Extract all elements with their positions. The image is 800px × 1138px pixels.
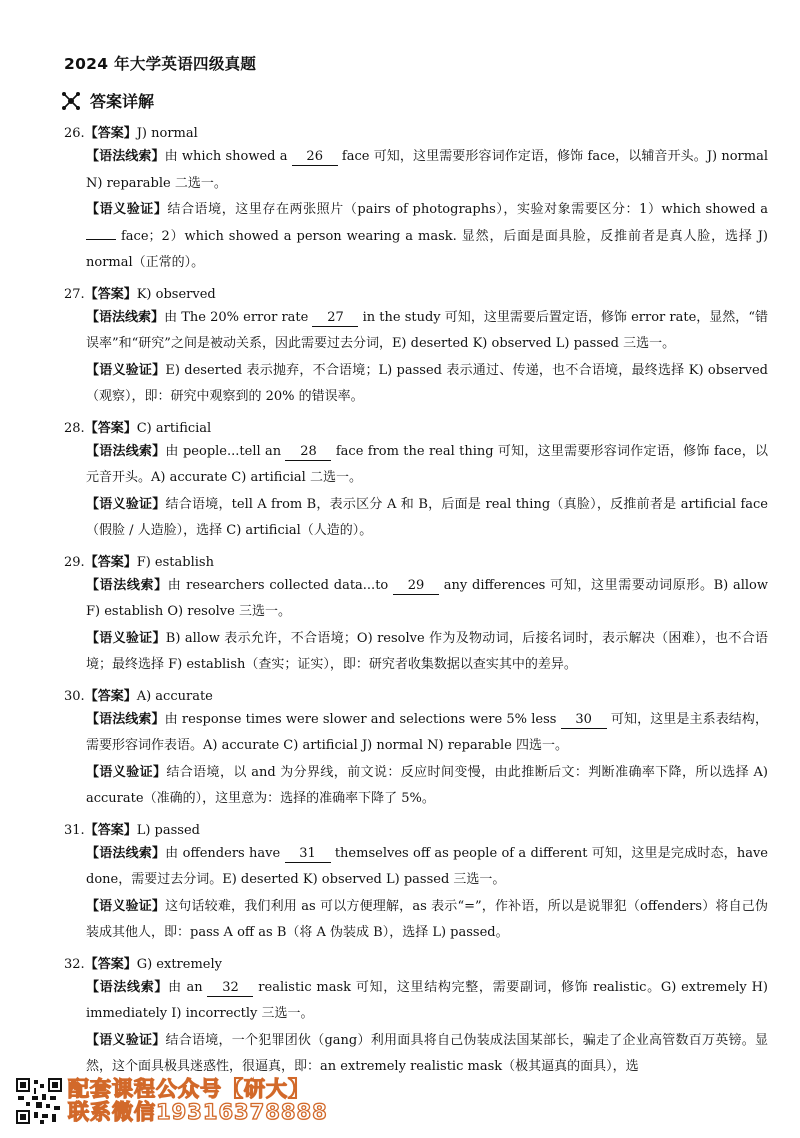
- grammar-clue: [86, 573, 768, 626]
- meaning-tag: 【语义验证】: [86, 1032, 166, 1048]
- meaning-check: [86, 1028, 768, 1081]
- answer-value: L) passed: [136, 822, 200, 838]
- grammar-tag: 【语法线索】: [86, 309, 165, 325]
- grammar-text: 由 which showed a: [164, 149, 292, 164]
- answer-line: [64, 821, 768, 841]
- answer-blank: 27: [312, 310, 358, 327]
- meaning-tag: 【语义验证】: [86, 362, 166, 378]
- answer-value: F) establish: [136, 554, 214, 570]
- document-title: 2024 年大学英语四级真题: [64, 55, 257, 73]
- grammar-clue: [86, 144, 768, 197]
- answer-value: K) observed: [136, 286, 216, 302]
- grammar-tag: 【语法线索】: [86, 979, 169, 995]
- answer-line: [64, 285, 768, 305]
- grammar-text-tail: 可知，这里是主系表结构，需要形容词作表语。A) accurate C) artificial J) normal N) reparable 四选一。: [86, 711, 768, 753]
- answer-blank: 29: [393, 578, 439, 595]
- answer-line: [64, 553, 768, 573]
- meaning-check: [86, 760, 768, 813]
- answer-blank: [86, 239, 116, 240]
- section-title: 答案详解: [90, 92, 155, 111]
- grammar-tag: 【语法线索】: [86, 711, 165, 727]
- answer-value: A) accurate: [136, 688, 213, 704]
- grammar-clue: [86, 707, 768, 760]
- answer-value: G) extremely: [136, 956, 222, 972]
- meaning-text: B) allow 表示允许，不合语境；O) resolve 作为及物动词，后接名词时，表示解决（困难），也不合语境；最终选择 F) establish（查实；证实），即：研究者收集数据以查实其中的差异。: [86, 630, 768, 672]
- question-number: 26.: [64, 126, 85, 141]
- answer-line: [64, 419, 768, 439]
- answer-line: [64, 955, 768, 975]
- grammar-tag: 【语法线索】: [86, 845, 166, 861]
- meaning-text: 这句话较难，我们利用 as 可以方便理解，as 表示“=”，作补语，所以是说罪犯（offenders）将自己伪装成其他人，即：pass A off as B（将 A 伪装成 B），选择 L) passed。: [86, 898, 768, 940]
- answer-tag: 【答案】: [84, 554, 137, 570]
- grammar-text-tail: face 可知，这里需要形容词作定语，修饰 face，以辅音开头。J) normal N) reparable 二选一。: [86, 149, 768, 191]
- question-number: 32.: [64, 956, 85, 972]
- answer-line: [64, 124, 768, 144]
- meaning-tag: 【语义验证】: [86, 898, 166, 914]
- meaning-tag: 【语义验证】: [86, 630, 166, 646]
- meaning-text: E) deserted 表示抛弃，不合语境；L) passed 表示通过、传递，也不合语境，最终选择 K) observed（观察），即：研究中观察到的 20% 的错误率。: [86, 362, 768, 404]
- promo-footer: [16, 1078, 328, 1124]
- meaning-check: [86, 894, 768, 947]
- promo-line-1: 配套课程公众号【研大】: [68, 1077, 310, 1101]
- grammar-tag: 【语法线索】: [86, 443, 166, 459]
- answer-blank: 30: [561, 712, 607, 729]
- promo-line-2: 联系微信19316378888: [68, 1100, 328, 1124]
- question-number: 27.: [64, 286, 85, 302]
- answer-tag: 【答案】: [84, 286, 137, 302]
- grammar-text-tail: realistic mask 可知，这里结构完整，需要副词，修饰 realistic。G) extremely H) immediately I) incorrectly 三选一。: [86, 979, 768, 1021]
- answer-blank: 28: [285, 444, 331, 461]
- grammar-clue: [86, 975, 768, 1028]
- grammar-tag: 【语法线索】: [86, 149, 165, 164]
- answer-blank: 31: [285, 846, 331, 863]
- qr-code-icon: [16, 1078, 62, 1124]
- meaning-tag: 【语义验证】: [86, 764, 167, 780]
- meaning-check: [86, 197, 768, 277]
- grammar-text: 由 The 20% error rate: [164, 309, 313, 325]
- grammar-clue: [86, 841, 768, 894]
- meaning-text-tail: face；2）which showed a person wearing a mask. 显然，后面是面具脸，反推前者是真人脸，选择 J) normal（正常的）。: [86, 228, 768, 270]
- meaning-check: [86, 626, 768, 679]
- answer-value: C) artificial: [136, 420, 212, 436]
- grammar-text-tail: face from the real thing 可知，这里需要形容词作定语，修饰 face，以元音开头。A) accurate C) artificial 二选一。: [86, 443, 768, 485]
- answer-list: [64, 124, 768, 1081]
- answer-tag: 【答案】: [84, 126, 137, 141]
- grammar-text: 由 researchers collected data...to: [167, 577, 394, 593]
- question-number: 30.: [64, 688, 85, 704]
- answer-tag: 【答案】: [84, 822, 137, 838]
- meaning-tag: 【语义验证】: [86, 496, 166, 512]
- answer-value: J) normal: [136, 126, 198, 141]
- grammar-text: 由 response times were slower and selections were 5% less: [164, 711, 561, 727]
- molecule-icon: [60, 90, 82, 112]
- answer-tag: 【答案】: [84, 420, 137, 436]
- meaning-text: 结合语境，tell A from B，表示区分 A 和 B，后面是 real thing（真脸），反推前者是 artificial face（假脸 / 人造脸），选择 C) artificial（人造的）。: [86, 496, 768, 538]
- grammar-text: 由 an: [168, 979, 208, 995]
- grammar-clue: [86, 305, 768, 358]
- question-number: 29.: [64, 554, 85, 570]
- answer-line: [64, 687, 768, 707]
- grammar-text-tail: themselves off as people of a different 可知，这里是完成时态，have done，需要过去分词。E) deserted K) observed L) passed 三选一。: [86, 845, 768, 887]
- meaning-text: 结合语境，这里存在两张照片（pairs of photographs），实验对象需要区分：1）which showed a: [167, 202, 768, 217]
- grammar-text: 由 people...tell an: [165, 443, 286, 459]
- grammar-text-tail: any differences 可知，这里需要动词原形。B) allow F) establish O) resolve 三选一。: [86, 577, 768, 619]
- grammar-clue: [86, 439, 768, 492]
- answer-tag: 【答案】: [84, 688, 137, 704]
- grammar-tag: 【语法线索】: [86, 577, 168, 593]
- section-header: [60, 89, 154, 112]
- answer-tag: 【答案】: [84, 956, 137, 972]
- grammar-text-tail: in the study 可知，这里需要后置定语，修饰 error rate，显然，“错误率”和“研究”之间是被动关系，因此需要过去分词，E) deserted K) observed L) passed 三选一。: [86, 309, 768, 351]
- grammar-text: 由 offenders have: [165, 845, 285, 861]
- question-number: 31.: [64, 822, 85, 838]
- answer-blank: 26: [292, 149, 338, 166]
- meaning-text: 结合语境，一个犯罪团伙（gang）利用面具将自己伪装成法国某部长，骗走了企业高管数百万英镑。显然，这个面具极具迷惑性，很逼真，即：an extremely realistic mask（极其逼真的面具），选: [86, 1032, 768, 1074]
- meaning-check: [86, 358, 768, 411]
- meaning-tag: 【语义验证】: [86, 202, 168, 217]
- meaning-check: [86, 492, 768, 545]
- meaning-text: 结合语境，以 and 为分界线，前文说：反应时间变慢，由此推断后文：判断准确率下降，所以选择 A) accurate（准确的），这里意为：选择的准确率下降了 5%。: [86, 764, 768, 806]
- answer-blank: 32: [207, 980, 253, 997]
- question-number: 28.: [64, 420, 85, 436]
